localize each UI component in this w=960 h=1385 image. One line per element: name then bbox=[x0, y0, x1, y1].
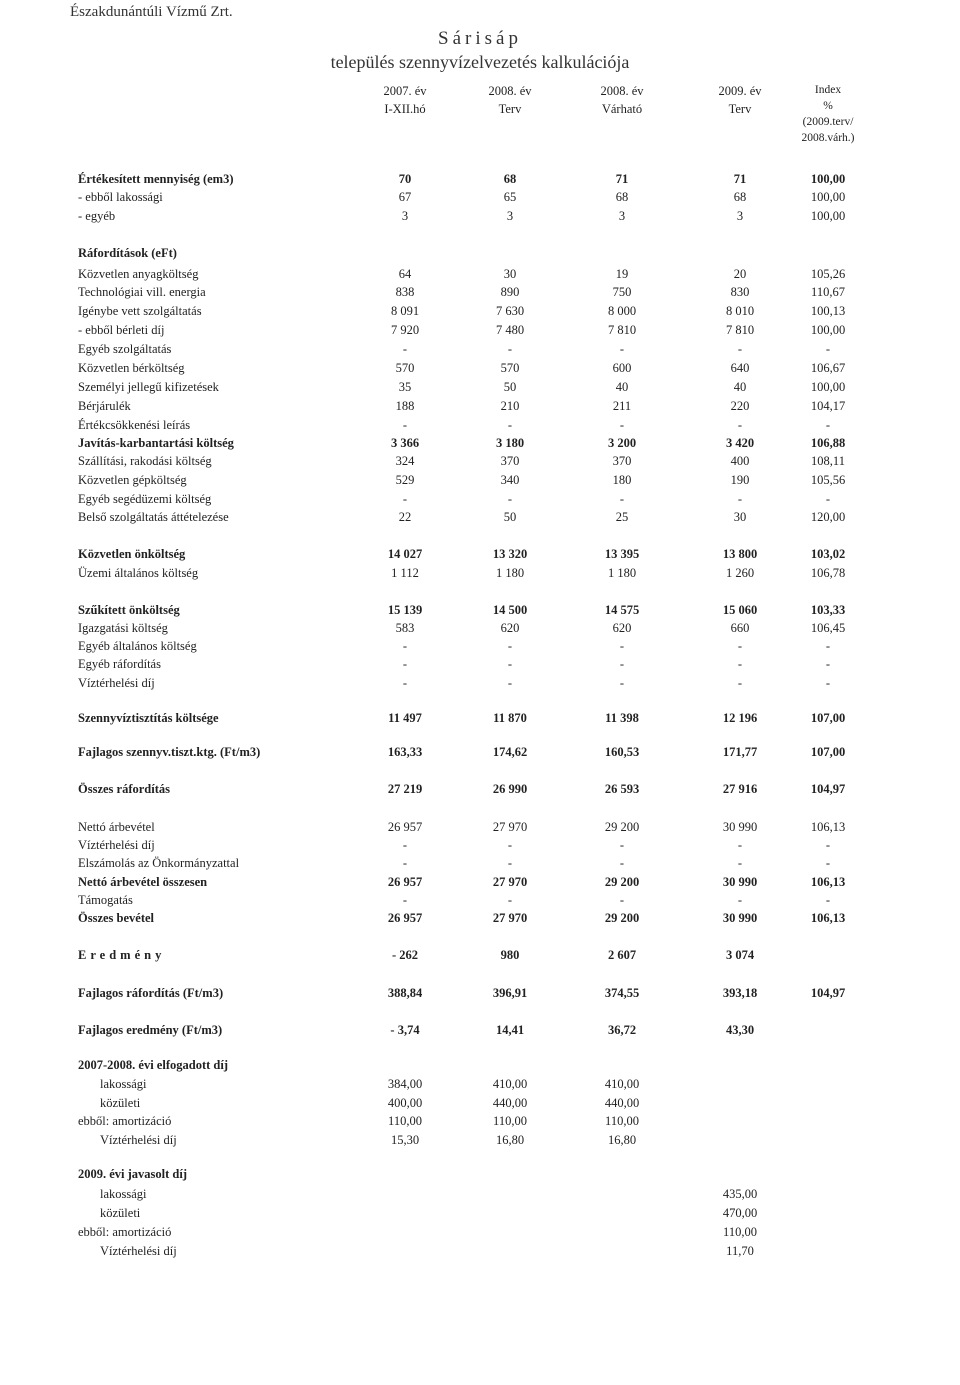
table-row bbox=[0, 909, 960, 927]
cell-c2: 50 bbox=[503, 380, 517, 394]
cell-c5: 104,97 bbox=[810, 986, 846, 1000]
cell-c4: 7 810 bbox=[725, 323, 755, 337]
table-row bbox=[0, 891, 960, 909]
cell-c4: - bbox=[737, 676, 743, 690]
cell-c4: 171,77 bbox=[722, 745, 758, 759]
cell-c1: 15 139 bbox=[387, 603, 423, 617]
table-row bbox=[0, 1056, 960, 1074]
cell-c3: - bbox=[619, 893, 625, 907]
row-label: Szállítási, rakodási költség bbox=[78, 454, 212, 468]
row-label: - ebből bérleti díj bbox=[78, 323, 165, 337]
cell-c1: 570 bbox=[395, 361, 415, 375]
cell-c4: 40 bbox=[733, 380, 747, 394]
cell-c3: 14 575 bbox=[604, 603, 640, 617]
cell-c4: - bbox=[737, 639, 743, 653]
table-row bbox=[0, 1223, 960, 1241]
cell-c2: 174,62 bbox=[492, 745, 528, 759]
row-label: Nettó árbevétel összesen bbox=[78, 875, 208, 889]
cell-c1: 26 957 bbox=[387, 911, 423, 925]
table-row bbox=[0, 170, 960, 188]
cell-c2: 110,00 bbox=[493, 1114, 527, 1128]
cell-c1: 64 bbox=[398, 267, 412, 281]
cell-c2: 3 bbox=[506, 209, 514, 223]
table-row bbox=[0, 619, 960, 637]
cell-c2: 3 180 bbox=[495, 436, 525, 450]
cell-c4: 393,18 bbox=[722, 986, 758, 1000]
cell-c4: 110,00 bbox=[723, 1225, 757, 1239]
cell-c4: 20 bbox=[733, 267, 747, 281]
cell-c1: - bbox=[402, 639, 408, 653]
cell-c2: - bbox=[507, 676, 513, 690]
cell-c4: 30 990 bbox=[722, 875, 758, 889]
cell-c5: - bbox=[825, 418, 831, 432]
cell-c3: 370 bbox=[612, 454, 632, 468]
cell-c4: 30 990 bbox=[722, 820, 758, 834]
cell-c2: 980 bbox=[500, 948, 520, 962]
cell-c3: 1 180 bbox=[607, 566, 637, 580]
table-row bbox=[0, 743, 960, 761]
cell-c1: - bbox=[402, 838, 408, 852]
cell-c3: 25 bbox=[615, 510, 629, 524]
cell-c5: 103,02 bbox=[810, 547, 846, 561]
cell-c5: 105,26 bbox=[810, 267, 846, 281]
row-label: Közvetlen anyagköltség bbox=[78, 267, 199, 281]
cell-c5: 104,17 bbox=[810, 399, 846, 413]
cell-c1: 27 219 bbox=[387, 782, 423, 796]
table-row bbox=[0, 836, 960, 854]
cell-c5: 103,33 bbox=[810, 603, 846, 617]
cell-c3: 13 395 bbox=[604, 547, 640, 561]
cell-c2: 340 bbox=[500, 473, 520, 487]
table-row bbox=[0, 302, 960, 320]
row-label: - egyéb bbox=[78, 209, 116, 223]
row-label: lakossági bbox=[100, 1187, 147, 1201]
cell-c4: - bbox=[737, 657, 743, 671]
cell-c2: 14 500 bbox=[492, 603, 528, 617]
cell-c5: 106,13 bbox=[810, 875, 846, 889]
cell-c5: - bbox=[825, 856, 831, 870]
row-label: Értékcsökkenési leírás bbox=[78, 418, 191, 432]
cell-c2: 396,91 bbox=[492, 986, 528, 1000]
cell-c3: - bbox=[619, 492, 625, 506]
cell-c4: 660 bbox=[730, 621, 750, 635]
cell-c2: 50 bbox=[503, 510, 517, 524]
table-row bbox=[0, 780, 960, 798]
cell-c2: 68 bbox=[503, 172, 517, 186]
table-row bbox=[0, 452, 960, 470]
cell-c1: 838 bbox=[395, 285, 415, 299]
cell-c1: - bbox=[402, 418, 408, 432]
table-row bbox=[0, 1021, 960, 1039]
cell-c3: - bbox=[619, 639, 625, 653]
table-row bbox=[0, 655, 960, 673]
cell-c5: 100,00 bbox=[810, 209, 846, 223]
table-row bbox=[0, 1185, 960, 1203]
document-title: Sárisáp bbox=[438, 28, 522, 49]
cell-c2: 210 bbox=[500, 399, 520, 413]
row-label: Javítás-karbantartási költség bbox=[78, 436, 234, 450]
cell-c1: 67 bbox=[398, 190, 412, 204]
cell-c3: 211 bbox=[612, 399, 632, 413]
cell-c2: 1 180 bbox=[495, 566, 525, 580]
table-row bbox=[0, 434, 960, 452]
cell-c5: 100,00 bbox=[810, 190, 846, 204]
cell-c3: 11 398 bbox=[605, 711, 639, 725]
cell-c1: 400,00 bbox=[387, 1096, 423, 1110]
cell-c5: 106,67 bbox=[810, 361, 846, 375]
cell-c3: 3 200 bbox=[607, 436, 637, 450]
cell-c3: 71 bbox=[615, 172, 629, 186]
table-row bbox=[0, 709, 960, 727]
table-row bbox=[0, 1075, 960, 1093]
table-row bbox=[0, 854, 960, 872]
cell-c4: 435,00 bbox=[722, 1187, 758, 1201]
cell-c4: 3 074 bbox=[725, 948, 755, 962]
cell-c3: 16,80 bbox=[607, 1133, 637, 1147]
cell-c3: 29 200 bbox=[604, 875, 640, 889]
table-row bbox=[0, 564, 960, 582]
cell-c2: 7 630 bbox=[495, 304, 525, 318]
cell-c5: 104,97 bbox=[810, 782, 846, 796]
cell-c2: 30 bbox=[503, 267, 517, 281]
row-label: Fajlagos ráfordítás (Ft/m3) bbox=[78, 986, 224, 1000]
cell-c3: 29 200 bbox=[604, 911, 640, 925]
cell-c2: - bbox=[507, 492, 513, 506]
row-label: Összes ráfordítás bbox=[78, 782, 170, 796]
cell-c2: 27 970 bbox=[492, 875, 528, 889]
cell-c4: 190 bbox=[730, 473, 750, 487]
table-row bbox=[0, 601, 960, 619]
cell-c1: - bbox=[402, 492, 408, 506]
table-row bbox=[0, 283, 960, 301]
cell-c4: 220 bbox=[730, 399, 750, 413]
cell-c1: - bbox=[402, 893, 408, 907]
column-header-2007: 2007. év I-XII.hó bbox=[383, 84, 427, 116]
cell-c1: 70 bbox=[398, 172, 412, 186]
cell-c2: 11 870 bbox=[493, 711, 527, 725]
row-label: Egyéb szolgáltatás bbox=[78, 342, 172, 356]
table-row bbox=[0, 637, 960, 655]
cell-c3: - bbox=[619, 676, 625, 690]
cell-c3: 440,00 bbox=[604, 1096, 640, 1110]
cell-c1: 529 bbox=[395, 473, 415, 487]
cell-c2: 7 480 bbox=[495, 323, 525, 337]
cell-c1: - bbox=[402, 856, 408, 870]
cell-c3: 7 810 bbox=[607, 323, 637, 337]
cell-c1: - 262 bbox=[391, 948, 419, 962]
cell-c1: - bbox=[402, 676, 408, 690]
row-label: Üzemi általános költség bbox=[78, 566, 199, 580]
cell-c5: - bbox=[825, 893, 831, 907]
table-row bbox=[0, 1131, 960, 1149]
cell-c4: - bbox=[737, 893, 743, 907]
table-row bbox=[0, 416, 960, 434]
cell-c2: 65 bbox=[503, 190, 517, 204]
row-label: Nettó árbevétel bbox=[78, 820, 155, 834]
row-label: Ráfordítások (eFt) bbox=[78, 246, 177, 260]
cell-c1: 3 bbox=[401, 209, 409, 223]
table-row bbox=[0, 397, 960, 415]
cell-c2: 620 bbox=[500, 621, 520, 635]
cell-c4: 3 420 bbox=[725, 436, 755, 450]
row-label: Víztérhelési díj bbox=[78, 838, 155, 852]
cell-c3: 600 bbox=[612, 361, 632, 375]
cell-c5: 100,13 bbox=[810, 304, 846, 318]
column-header-index: Index % (2009.terv/ 2008.várh.) bbox=[801, 84, 855, 144]
cell-c1: 3 366 bbox=[390, 436, 420, 450]
row-label: Személyi jellegű kifizetések bbox=[78, 380, 219, 394]
cell-c2: 890 bbox=[500, 285, 520, 299]
cell-c4: 15 060 bbox=[722, 603, 758, 617]
table-row bbox=[0, 359, 960, 377]
cell-c5: - bbox=[825, 676, 831, 690]
cell-c1: 14 027 bbox=[387, 547, 423, 561]
cell-c4: 8 010 bbox=[725, 304, 755, 318]
row-label: - ebből lakossági bbox=[78, 190, 163, 204]
cell-c4: 1 260 bbox=[725, 566, 755, 580]
row-label: Eredmény bbox=[78, 948, 166, 962]
cell-c1: 384,00 bbox=[387, 1077, 423, 1091]
row-label: lakossági bbox=[100, 1077, 147, 1091]
cell-c2: - bbox=[507, 856, 513, 870]
cell-c2: 14,41 bbox=[495, 1023, 525, 1037]
table-row bbox=[0, 321, 960, 339]
cell-c3: 110,00 bbox=[605, 1114, 639, 1128]
cell-c3: 750 bbox=[612, 285, 632, 299]
cell-c3: 19 bbox=[615, 267, 629, 281]
cell-c4: 830 bbox=[730, 285, 750, 299]
cell-c1: - 3,74 bbox=[390, 1023, 420, 1037]
cell-c5: 106,13 bbox=[810, 911, 846, 925]
cell-c4: 640 bbox=[730, 361, 750, 375]
cell-c5: - bbox=[825, 657, 831, 671]
cell-c1: 583 bbox=[395, 621, 415, 635]
cell-c1: 26 957 bbox=[387, 875, 423, 889]
row-label: Fajlagos eredmény (Ft/m3) bbox=[78, 1023, 223, 1037]
cell-c2: - bbox=[507, 342, 513, 356]
row-label: Szűkített önköltség bbox=[78, 603, 180, 617]
cell-c5: 105,56 bbox=[810, 473, 846, 487]
table-row bbox=[0, 207, 960, 225]
cell-c5: - bbox=[825, 342, 831, 356]
cell-c1: - bbox=[402, 342, 408, 356]
cell-c4: - bbox=[737, 838, 743, 852]
cell-c4: 43,30 bbox=[725, 1023, 755, 1037]
cell-c2: 16,80 bbox=[495, 1133, 525, 1147]
cell-c4: - bbox=[737, 342, 743, 356]
cell-c2: - bbox=[507, 418, 513, 432]
cell-c5: 106,13 bbox=[810, 820, 846, 834]
cell-c3: 26 593 bbox=[604, 782, 640, 796]
cell-c3: - bbox=[619, 657, 625, 671]
row-label: közületi bbox=[100, 1206, 141, 1220]
column-header-2008-plan: 2008. év Terv bbox=[488, 84, 532, 116]
row-label: Egyéb ráfordítás bbox=[78, 657, 161, 671]
cell-c2: - bbox=[507, 893, 513, 907]
table-row bbox=[0, 946, 960, 964]
row-label: közületi bbox=[100, 1096, 141, 1110]
cell-c2: - bbox=[507, 838, 513, 852]
cell-c5: 110,67 bbox=[811, 285, 845, 299]
cell-c5: 106,45 bbox=[810, 621, 846, 635]
table-row bbox=[0, 188, 960, 206]
cell-c2: 26 990 bbox=[492, 782, 528, 796]
cell-c1: 163,33 bbox=[387, 745, 423, 759]
cell-c1: 188 bbox=[395, 399, 415, 413]
table-row bbox=[0, 244, 960, 262]
table-row bbox=[0, 471, 960, 489]
cell-c1: 1 112 bbox=[391, 566, 419, 580]
table-row bbox=[0, 378, 960, 396]
row-label: Támogatás bbox=[78, 893, 133, 907]
row-label: Fajlagos szennyv.tiszt.ktg. (Ft/m3) bbox=[78, 745, 261, 759]
table-row bbox=[0, 265, 960, 283]
cell-c3: 410,00 bbox=[604, 1077, 640, 1091]
cell-c2: 27 970 bbox=[492, 820, 528, 834]
cell-c3: 68 bbox=[615, 190, 629, 204]
table-row bbox=[0, 490, 960, 508]
cell-c2: - bbox=[507, 639, 513, 653]
row-label: Elszámolás az Önkormányzattal bbox=[78, 856, 240, 870]
table-row bbox=[0, 1165, 960, 1183]
cell-c1: 388,84 bbox=[387, 986, 423, 1000]
cell-c4: 27 916 bbox=[722, 782, 758, 796]
cell-c4: 11,70 bbox=[726, 1244, 754, 1258]
table-row bbox=[0, 1242, 960, 1260]
cell-c5: 120,00 bbox=[810, 510, 846, 524]
row-label: Víztérhelési díj bbox=[100, 1133, 177, 1147]
cell-c3: 2 607 bbox=[607, 948, 637, 962]
cell-c5: - bbox=[825, 492, 831, 506]
cell-c4: 470,00 bbox=[722, 1206, 758, 1220]
cell-c3: 3 bbox=[618, 209, 626, 223]
row-label: Szennyvíztisztítás költsége bbox=[78, 711, 219, 725]
row-label: 2007-2008. évi elfogadott díj bbox=[78, 1058, 228, 1072]
cell-c1: 15,30 bbox=[390, 1133, 420, 1147]
cell-c5: 100,00 bbox=[810, 323, 846, 337]
table-row bbox=[0, 1112, 960, 1130]
cell-c3: 8 000 bbox=[607, 304, 637, 318]
cell-c2: 13 320 bbox=[492, 547, 528, 561]
table-row bbox=[0, 508, 960, 526]
cell-c5: - bbox=[825, 838, 831, 852]
cell-c3: - bbox=[619, 838, 625, 852]
table-row bbox=[0, 545, 960, 563]
row-label: Értékesített mennyiség (em3) bbox=[78, 172, 234, 186]
row-label: Igazgatási költség bbox=[78, 621, 168, 635]
cell-c3: - bbox=[619, 418, 625, 432]
row-label: Közvetlen gépköltség bbox=[78, 473, 187, 487]
table-row bbox=[0, 674, 960, 692]
cell-c4: 3 bbox=[736, 209, 744, 223]
cell-c3: 620 bbox=[612, 621, 632, 635]
row-label: 2009. évi javasolt díj bbox=[78, 1167, 188, 1181]
row-label: Közvetlen önköltség bbox=[78, 547, 186, 561]
cell-c4: 68 bbox=[733, 190, 747, 204]
cell-c3: 29 200 bbox=[604, 820, 640, 834]
cell-c1: 324 bbox=[395, 454, 415, 468]
cell-c2: 370 bbox=[500, 454, 520, 468]
cell-c4: - bbox=[737, 418, 743, 432]
row-label: Egyéb segédüzemi költség bbox=[78, 492, 212, 506]
cell-c3: 374,55 bbox=[604, 986, 640, 1000]
cell-c5: 106,88 bbox=[810, 436, 846, 450]
cell-c3: 180 bbox=[612, 473, 632, 487]
row-label: Víztérhelési díj bbox=[78, 676, 155, 690]
table-row bbox=[0, 818, 960, 836]
cell-c2: 27 970 bbox=[492, 911, 528, 925]
cell-c5: 106,78 bbox=[810, 566, 846, 580]
cell-c5: 107,00 bbox=[810, 745, 846, 759]
cell-c4: 13 800 bbox=[722, 547, 758, 561]
row-label: Víztérhelési díj bbox=[100, 1244, 177, 1258]
column-header-2008-expected: 2008. év Várható bbox=[600, 84, 644, 116]
cell-c2: 440,00 bbox=[492, 1096, 528, 1110]
cell-c4: - bbox=[737, 856, 743, 870]
cell-c1: 7 920 bbox=[390, 323, 420, 337]
row-label: ebből: amortizáció bbox=[78, 1114, 172, 1128]
table-row bbox=[0, 873, 960, 891]
cell-c3: - bbox=[619, 342, 625, 356]
row-label: Belső szolgáltatás áttételezése bbox=[78, 510, 229, 524]
cell-c5: - bbox=[825, 639, 831, 653]
cell-c1: 11 497 bbox=[388, 711, 422, 725]
table-row bbox=[0, 1204, 960, 1222]
row-label: Egyéb általános költség bbox=[78, 639, 197, 653]
cell-c2: 570 bbox=[500, 361, 520, 375]
document-subtitle: település szennyvízelvezetés kalkulációja bbox=[330, 52, 630, 72]
cell-c5: 100,00 bbox=[810, 172, 846, 186]
cell-c4: 12 196 bbox=[722, 711, 758, 725]
table-row bbox=[0, 340, 960, 358]
cell-c1: 22 bbox=[398, 510, 412, 524]
company-name: Északdunántúli Vízmű Zrt. bbox=[70, 4, 233, 20]
row-label: Összes bevétel bbox=[78, 911, 155, 925]
cell-c1: 35 bbox=[398, 380, 412, 394]
cell-c5: 108,11 bbox=[811, 454, 845, 468]
cell-c1: 110,00 bbox=[388, 1114, 422, 1128]
table-row bbox=[0, 984, 960, 1002]
row-label: Közvetlen bérköltség bbox=[78, 361, 185, 375]
table-row bbox=[0, 1094, 960, 1112]
cell-c4: 400 bbox=[730, 454, 750, 468]
cell-c5: 100,00 bbox=[810, 380, 846, 394]
column-header-2009-plan: 2009. év Terv bbox=[718, 84, 762, 116]
row-label: ebből: amortizáció bbox=[78, 1225, 172, 1239]
cell-c1: 8 091 bbox=[390, 304, 420, 318]
cell-c5: 107,00 bbox=[810, 711, 846, 725]
cell-c3: 36,72 bbox=[607, 1023, 637, 1037]
cell-c4: 71 bbox=[733, 172, 747, 186]
cell-c2: - bbox=[507, 657, 513, 671]
cell-c4: - bbox=[737, 492, 743, 506]
cell-c3: - bbox=[619, 856, 625, 870]
cell-c2: 410,00 bbox=[492, 1077, 528, 1091]
cell-c1: - bbox=[402, 657, 408, 671]
cell-c3: 40 bbox=[615, 380, 629, 394]
row-label: Igénybe vett szolgáltatás bbox=[78, 304, 202, 318]
cell-c3: 160,53 bbox=[604, 745, 640, 759]
cell-c1: 26 957 bbox=[387, 820, 423, 834]
cell-c4: 30 bbox=[733, 510, 747, 524]
row-label: Technológiai vill. energia bbox=[78, 285, 206, 299]
cell-c4: 30 990 bbox=[722, 911, 758, 925]
row-label: Bérjárulék bbox=[78, 399, 131, 413]
